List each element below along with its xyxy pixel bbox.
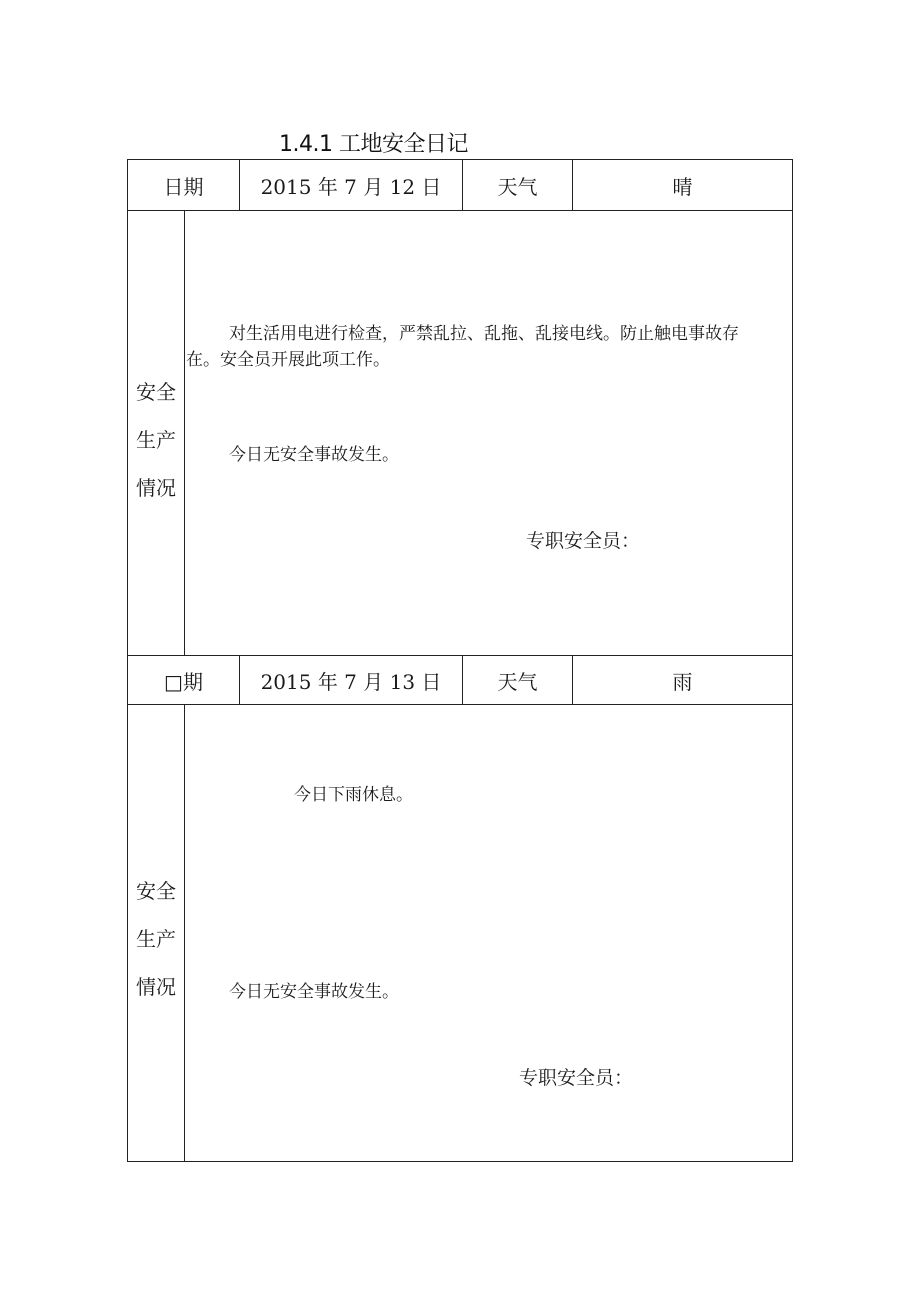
label-column-divider	[184, 210, 185, 656]
table-border-right	[792, 159, 793, 1162]
weather-value: 雨	[672, 669, 693, 694]
row-divider	[127, 210, 793, 211]
date-label: □期	[164, 669, 203, 694]
table-border-bottom	[127, 1161, 793, 1162]
label-column-divider	[184, 704, 185, 1162]
weather-label: 天气	[497, 669, 538, 694]
date-label: 日期	[163, 174, 204, 199]
signature-label: 专职安全员：	[519, 1067, 634, 1089]
document-title: 1.4.1 工地安全日记	[279, 132, 468, 157]
row-divider	[127, 704, 793, 705]
date-value: 2015 年 7 月 13 日	[260, 669, 442, 694]
section-label-line: 生产	[136, 927, 176, 951]
signature-label: 专职安全员：	[526, 530, 641, 552]
weather-label: 天气	[497, 174, 538, 199]
weather-value: 晴	[672, 174, 693, 199]
section-label	[128, 867, 184, 1011]
accident-status: 今日无安全事故发生。	[229, 982, 399, 1002]
accident-status: 今日无安全事故发生。	[229, 445, 399, 465]
section-label-line: 情况	[136, 476, 176, 500]
safety-note: 对生活用电进行检查，严禁乱拉、乱拖、乱接电线。防止触电事故存	[229, 324, 739, 344]
section-label-line: 安全	[136, 879, 176, 903]
safety-note-continued: 在。安全员开展此项工作。	[186, 350, 390, 370]
section-label	[128, 368, 184, 512]
section-label-line: 情况	[136, 975, 176, 999]
safety-note: 今日下雨休息。	[294, 785, 413, 805]
section-label-line: 安全	[136, 380, 176, 404]
section-label-line: 生产	[136, 428, 176, 452]
date-value: 2015 年 7 月 12 日	[260, 174, 442, 199]
